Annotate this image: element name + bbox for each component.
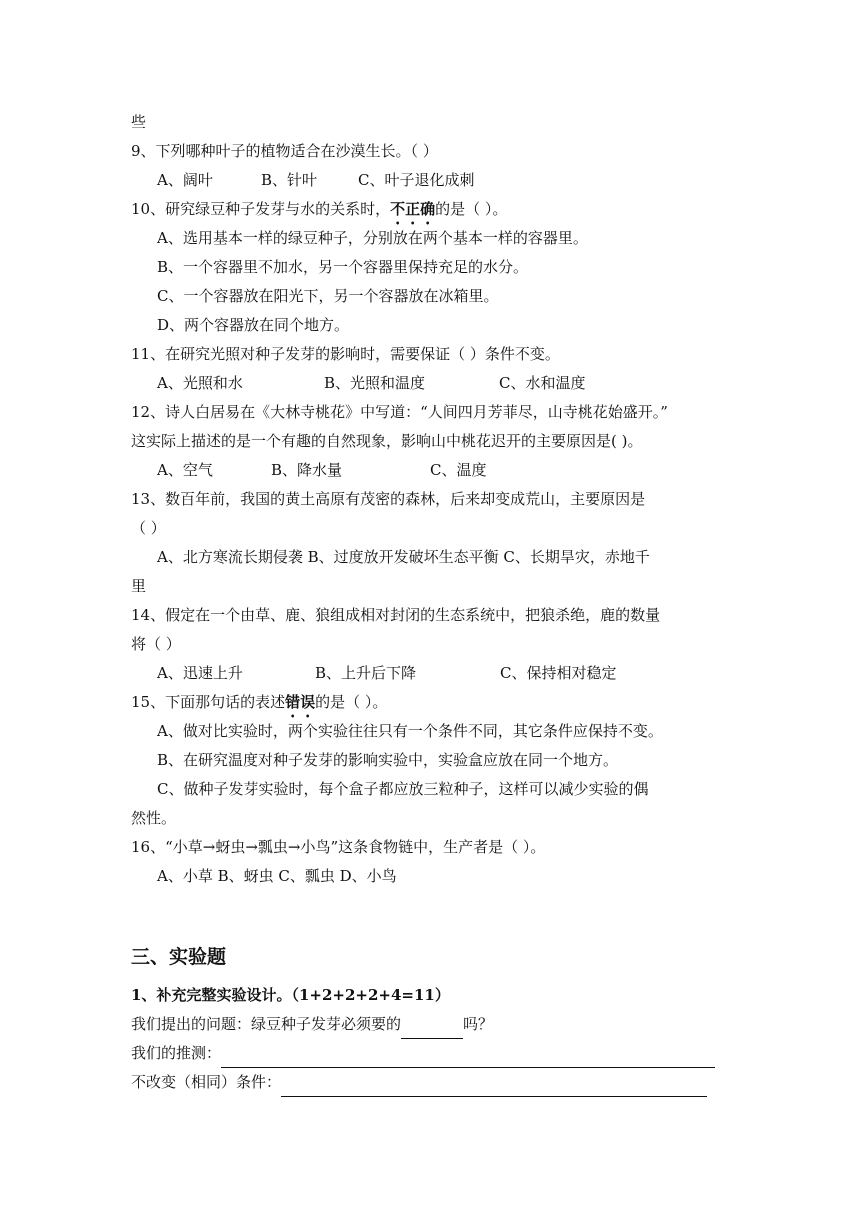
option-a: A、空气 <box>157 461 213 479</box>
question-10-option-b: B、一个容器里不加水，另一个容器里保持充足的水分。 <box>157 258 529 276</box>
option-c: C、叶子退化成刺 <box>358 171 475 189</box>
experiment-constant <box>131 1068 731 1097</box>
experiment-question-text: 我们提出的问题：绿豆种子发芽必须要的 <box>131 1015 402 1033</box>
question-10-text: 10、研究绿豆种子发芽与水的关系时， <box>131 200 391 218</box>
question-15-option-a: A、做对比实验时，两个实验往往只有一个条件不同，其它条件应保持不变。 <box>157 722 663 740</box>
option-c: C、温度 <box>430 461 487 479</box>
question-16: 16、“小草→蚜虫→瓢虫→小鸟”这条食物链中，生产者是（ ）。 <box>131 838 546 856</box>
exam-page <box>131 108 731 1097</box>
question-15 <box>131 688 731 717</box>
question-9-options <box>131 166 731 195</box>
question-10-option-d: D、两个容器放在同个地方。 <box>157 316 350 334</box>
option-b: B、针叶 <box>261 171 318 189</box>
question-10-option-c: C、一个容器放在阳光下，另一个容器放在冰箱里。 <box>157 287 499 305</box>
question-10-emphasis: 不正确 <box>390 200 436 218</box>
question-15-text: 15、下面那句话的表述 <box>131 693 286 711</box>
question-9: 9、下列哪种叶子的植物适合在沙漠生长。（ ） <box>131 142 438 160</box>
option-a: A、迅速上升 <box>157 664 243 682</box>
question-13-blank: （ ） <box>131 519 166 537</box>
option-c: C、水和温度 <box>499 374 586 392</box>
question-11: 11、在研究光照对种子发芽的影响时，需要保证（ ）条件不变。 <box>131 345 560 363</box>
question-12-cont: 这实际上描述的是一个有趣的自然现象，影响山中桃花迟开的主要原因是( )。 <box>131 432 643 450</box>
question-15-option-c: C、做种子发芽实验时，每个盒子都应放三粒种子，这样可以减少实验的偶 <box>157 780 649 798</box>
question-12: 12、诗人白居易在《大林寺桃花》中写道：“人间四月芳菲尽，山寺桃花始盛开。” <box>131 403 668 421</box>
question-10-tail: 的是（ ）。 <box>435 200 508 218</box>
experiment-guess <box>131 1039 731 1068</box>
option-b: B、上升后下降 <box>315 664 417 682</box>
question-13: 13、数百年前，我国的黄土高原有茂密的森林，后来却变成荒山，主要原因是 <box>131 490 646 508</box>
question-15-emphasis: 错误 <box>285 693 316 711</box>
experiment-question <box>131 1010 731 1039</box>
question-14: 14、假定在一个由草、鹿、狼组成相对封闭的生态系统中，把狼杀绝，鹿的数量 <box>131 606 661 624</box>
constant-label: 不改变（相同）条件： <box>131 1073 282 1091</box>
question-10-option-a: A、选用基本一样的绿豆种子，分别放在两个基本一样的容器里。 <box>157 229 588 247</box>
experiment-item-1: 1、补充完整实验设计。（1+2+2+2+4=11） <box>131 986 450 1004</box>
question-14-options <box>131 659 731 688</box>
experiment-question-tail: 吗？ <box>463 1015 494 1033</box>
guess-label: 我们的推测： <box>131 1044 222 1062</box>
question-15-option-c-cont: 然性。 <box>131 809 177 827</box>
option-a: A、光照和水 <box>157 374 243 392</box>
constant-blank-field[interactable] <box>281 1078 707 1097</box>
question-16-options: A、小草 B、蚜虫 C、瓢虫 D、小鸟 <box>157 867 397 885</box>
section-title: 三、实验题 <box>131 946 227 968</box>
question-11-options <box>131 369 731 398</box>
option-c: C、保持相对稳定 <box>500 664 617 682</box>
question-blank-field[interactable] <box>401 1020 463 1039</box>
option-b: B、降水量 <box>271 461 343 479</box>
question-13-options-cont: 里 <box>131 577 147 595</box>
question-14-cont: 将（ ） <box>131 635 181 653</box>
question-15-tail: 的是（ ）。 <box>315 693 388 711</box>
question-15-option-b: B、在研究温度对种子发芽的影响实验中，实验盒应放在同一个地方。 <box>157 751 619 769</box>
continued-text: 些 <box>131 113 147 131</box>
option-b: B、光照和温度 <box>324 374 426 392</box>
question-12-options <box>131 456 731 485</box>
option-a: A、阔叶 <box>157 171 213 189</box>
question-13-options: A、北方寒流长期侵袭 B、过度放开发破坏生态平衡 C、长期旱灾，赤地千 <box>157 548 650 566</box>
guess-blank-field[interactable] <box>221 1049 715 1068</box>
question-10 <box>131 195 731 224</box>
